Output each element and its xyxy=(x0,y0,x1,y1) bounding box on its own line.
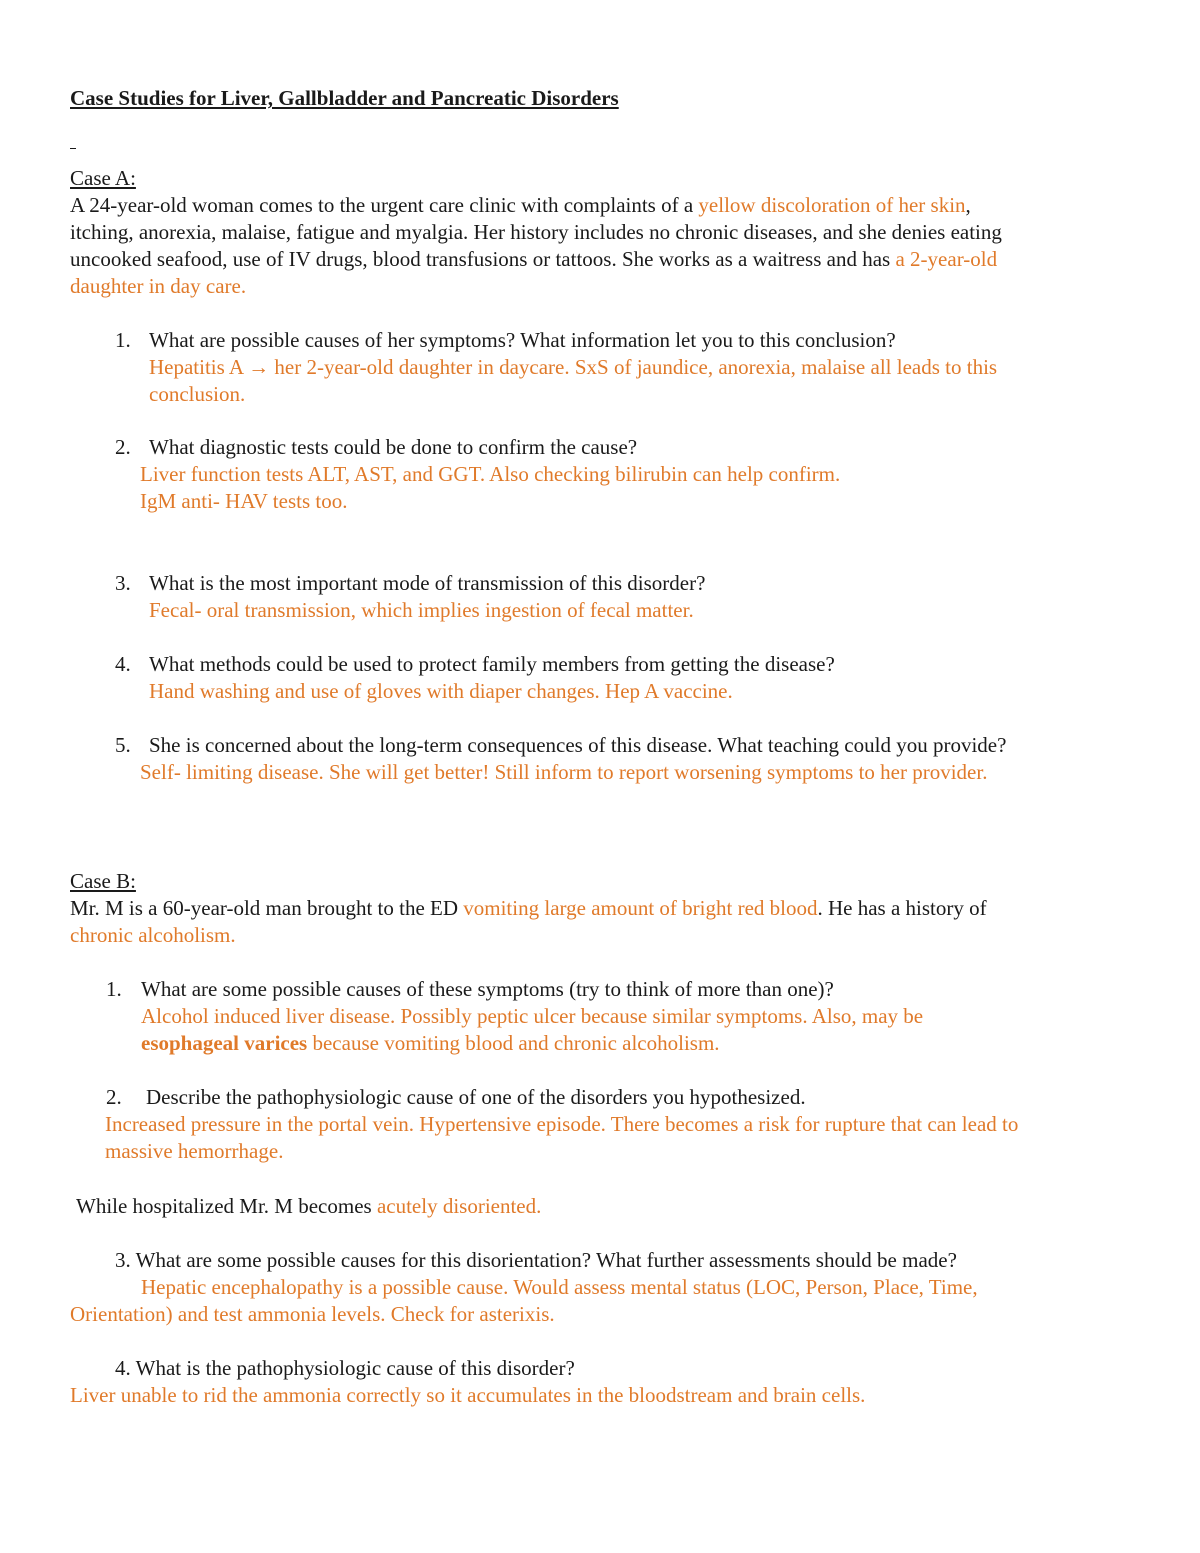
case-a-q5-number: 5. xyxy=(115,733,131,757)
case-a-q1-answer-2: conclusion. xyxy=(149,382,246,406)
case-b-q2-number: 2. xyxy=(106,1085,122,1109)
case-a-q2-answer-1: Liver function tests ALT, AST, and GGT. Also checking bilirubin can help confirm. xyxy=(140,462,841,486)
case-a-q3-number: 3. xyxy=(115,571,131,595)
case-b-q1-answer-2: esophageal varices because vomiting blood and chronic alcoholism. xyxy=(141,1031,720,1055)
case-b-q4-text: 4. What is the pathophysiologic cause of this disorder? xyxy=(115,1356,575,1380)
case-b-q1-text: What are some possible causes of these symptoms (try to think of more than one)? xyxy=(141,977,834,1001)
case-a-highlight-daughter: a 2-year-old xyxy=(895,247,998,271)
case-b-q2-text: Describe the pathophysiologic cause of one of the disorders you hypothesized. xyxy=(146,1085,806,1109)
case-b-q4-answer: Liver unable to rid the ammonia correctly so it accumulates in the bloodstream and brain cells. xyxy=(70,1383,866,1407)
case-a-q2-number: 2. xyxy=(115,435,131,459)
case-a-intro-line-1: A 24-year-old woman comes to the urgent care clinic with complaints of a yellow discoloration of her skin, xyxy=(70,193,971,217)
case-b-highlight-vomiting: vomiting large amount of bright red blood xyxy=(463,896,818,920)
case-b-heading: Case B: xyxy=(70,869,136,893)
case-a-intro-line-3: uncooked seafood, use of IV drugs, blood transfusions or tattoos. She works as a waitress and has a 2-year-old xyxy=(70,247,998,271)
case-a-q3-answer: Fecal- oral transmission, which implies ingestion of fecal matter. xyxy=(149,598,694,622)
case-a-q4-text: What methods could be used to protect family members from getting the disease? xyxy=(149,652,835,676)
esophageal-varices-bold: esophageal varices xyxy=(141,1031,308,1055)
case-a-intro-line-2: itching, anorexia, malaise, fatigue and myalgia. Her history includes no chronic diseases, and she denies eating xyxy=(70,220,1002,244)
case-b-q3-answer-1: Hepatic encephalopathy is a possible cause. Would assess mental status (LOC, Person, Place, Time, xyxy=(141,1275,978,1299)
case-b-note: While hospitalized Mr. M becomes acutely disoriented. xyxy=(76,1194,542,1218)
case-b-q3-answer-2: Orientation) and test ammonia levels. Check for asterixis. xyxy=(70,1302,555,1326)
case-a-q5-answer: Self- limiting disease. She will get better! Still inform to report worsening symptoms to her provider. xyxy=(140,760,988,784)
case-a-q1-number: 1. xyxy=(115,328,131,352)
case-a-q2-text: What diagnostic tests could be done to confirm the cause? xyxy=(149,435,638,459)
document-title: Case Studies for Liver, Gallbladder and Pancreatic Disorders xyxy=(70,86,619,110)
case-a-q5-text: She is concerned about the long-term consequences of this disease. What teaching could you provide? xyxy=(149,733,1007,757)
case-a-highlight-jaundice: yellow discoloration of her skin xyxy=(698,193,966,217)
case-a-intro-line-4: daughter in day care. xyxy=(70,274,247,298)
case-a-q1-text: What are possible causes of her symptoms? What information let you to this conclusion? xyxy=(149,328,896,352)
case-b-q2-answer-2: massive hemorrhage. xyxy=(105,1139,284,1163)
case-b-q3-text: 3. What are some possible causes for this disorientation? What further assessments should be made? xyxy=(115,1248,957,1272)
case-a-q4-number: 4. xyxy=(115,652,131,676)
case-b-q1-answer-1: Alcohol induced liver disease. Possibly peptic ulcer because similar symptoms. Also, may be xyxy=(141,1004,924,1028)
case-b-intro-line-1: Mr. M is a 60-year-old man brought to the ED vomiting large amount of bright red blood. He has a history of xyxy=(70,896,987,920)
case-a-q3-text: What is the most important mode of transmission of this disorder? xyxy=(149,571,706,595)
case-b-highlight-disoriented: acutely disoriented. xyxy=(376,1194,542,1218)
case-b-q1-number: 1. xyxy=(106,977,122,1001)
case-a-q4-answer: Hand washing and use of gloves with diaper changes. Hep A vaccine. xyxy=(149,679,733,703)
case-a-heading: Case A: xyxy=(70,166,136,190)
case-b-intro-line-2: chronic alcoholism. xyxy=(70,923,236,947)
case-b-q2-answer-1: Increased pressure in the portal vein. Hypertensive episode. There becomes a risk for rupture that can lead to xyxy=(105,1112,1019,1136)
case-a-q1-answer-1: Hepatitis A → her 2-year-old daughter in daycare. SxS of jaundice, anorexia, malaise all leads to this xyxy=(149,355,998,379)
blank-underline xyxy=(70,148,76,149)
case-a-q2-answer-2: IgM anti- HAV tests too. xyxy=(140,489,348,513)
